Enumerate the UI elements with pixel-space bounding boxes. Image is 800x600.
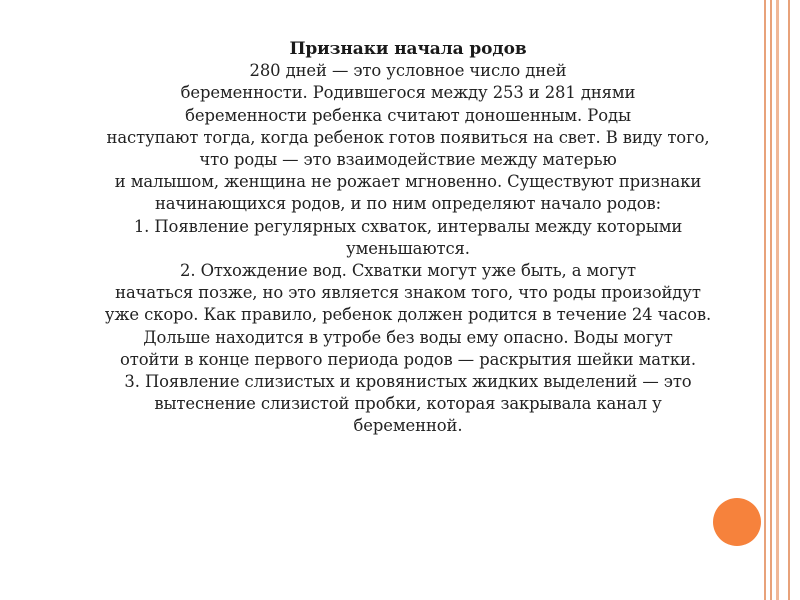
body-line: уменьшаются. (346, 238, 470, 258)
slide-body (58, 38, 758, 438)
list-item-3: 3. Появление слизистых и кровянистых жидких выделений — это (124, 372, 692, 392)
decorative-circle (713, 498, 761, 546)
body-line: и малышом, женщина не рожает мгновенно. Существуют признаки (114, 172, 702, 192)
decorative-stripe (770, 0, 772, 600)
body-line: вытеснение слизистой пробки, которая закрывала канал у (154, 394, 662, 414)
decorative-stripe (764, 0, 766, 600)
body-line: наступают тогда, когда ребенок готов появиться на свет. В виду того, (106, 127, 710, 147)
body-line: Дольше находится в утробе без воды ему опасно. Воды могут (143, 327, 673, 347)
decorative-stripe (776, 0, 779, 600)
body-line: 280 дней — это условное число дней (249, 61, 567, 81)
body-line: начаться позже, но это является знаком того, что роды произойдут (115, 283, 701, 303)
body-line: беременности. Родившегося между 253 и 281 днями (180, 83, 636, 103)
list-item-1: 1. Появление регулярных схваток, интервалы между которыми (133, 216, 683, 236)
body-line: уже скоро. Как правило, ребенок должен родится в течение 24 часов. (104, 305, 712, 325)
list-item-2: 2. Отхождение вод. Схватки могут уже быть, а могут (180, 261, 636, 281)
body-line: начинающихся родов, и по ним определяют начало родов: (154, 194, 662, 214)
body-line: беременной. (353, 416, 463, 436)
body-line: что роды — это взаимодействие между матерью (199, 150, 617, 170)
body-line: беременности ребенка считают доношенным. Роды (185, 105, 631, 125)
body-line: отойти в конце первого периода родов — раскрытия шейки матки. (120, 349, 696, 369)
decorative-stripe (788, 0, 790, 600)
slide-title: Признаки начала родов (289, 39, 527, 59)
